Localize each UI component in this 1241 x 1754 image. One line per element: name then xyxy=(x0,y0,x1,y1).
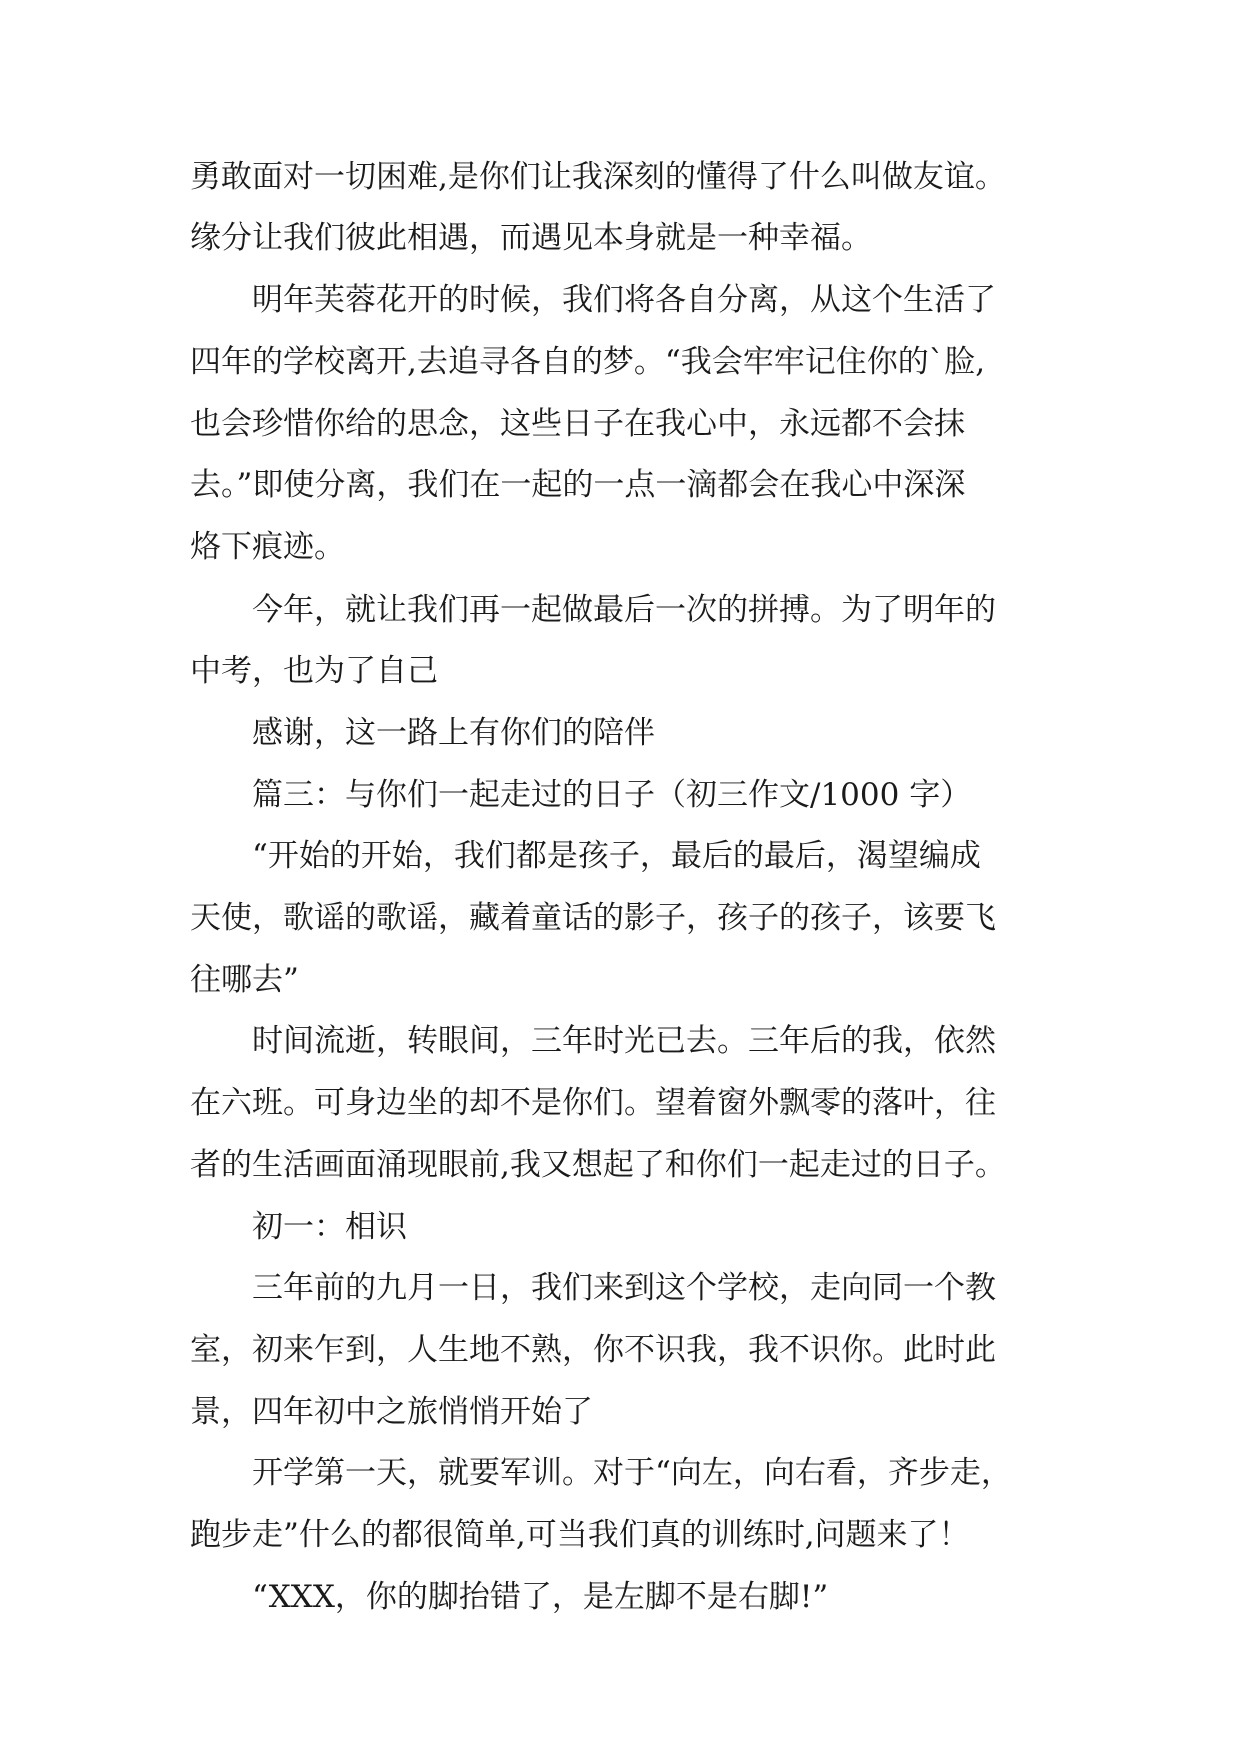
text-line: 缘分让我们彼此相遇，而遇见本身就是一种幸福。 xyxy=(190,220,872,256)
text-line: 中考，也为了自己 xyxy=(190,653,438,689)
text-line: “开始的开始，我们都是孩子，最后的最后，渴望编成 xyxy=(252,838,981,874)
text-line: 烙下痕迹。 xyxy=(190,529,345,565)
text-line: 三年前的九月一日，我们来到这个学校，走向同一个教 xyxy=(252,1270,996,1306)
text-line: 勇敢面对一切困难,是你们让我深刻的懂得了什么叫做友谊。 xyxy=(190,159,1006,195)
section-heading: 篇三：与你们一起走过的日子（初三作文/1000 字） xyxy=(252,777,972,813)
text-line: 室，初来乍到，人生地不熟，你不识我，我不识你。此时此 xyxy=(190,1332,996,1368)
text-line: “XXX，你的脚抬错了，是左脚不是右脚!” xyxy=(252,1579,829,1615)
text-line: 天使，歌谣的歌谣，藏着童话的影子，孩子的孩子，该要飞 xyxy=(190,900,996,936)
text-line: 跑步走”什么的都很简单,可当我们真的训练时,问题来了！ xyxy=(190,1517,970,1553)
text-line: 去。”即使分离，我们在一起的一点一滴都会在我心中深深 xyxy=(190,467,966,503)
text-line: 今年，就让我们再一起做最后一次的拼搏。为了明年的 xyxy=(252,592,996,628)
subsection-heading: 初一：相识 xyxy=(252,1209,407,1245)
text-line: 四年的学校离开,去追寻各自的梦。“我会牢牢记住你的`脸, xyxy=(190,344,986,380)
text-line: 明年芙蓉花开的时候，我们将各自分离，从这个生活了 xyxy=(252,282,996,318)
text-line: 在六班。可身边坐的却不是你们。望着窗外飘零的落叶，往 xyxy=(190,1085,996,1121)
text-line: 时间流逝，转眼间，三年时光已去。三年后的我，依然 xyxy=(252,1023,996,1059)
text-line: 感谢，这一路上有你们的陪伴 xyxy=(252,715,655,751)
text-line: 也会珍惜你给的思念，这些日子在我心中，永远都不会抹 xyxy=(190,406,965,442)
text-line: 景，四年初中之旅悄悄开始了 xyxy=(190,1394,593,1430)
text-line: 往哪去” xyxy=(190,962,299,998)
text-line: 者的生活画面涌现眼前,我又想起了和你们一起走过的日子。 xyxy=(190,1147,1006,1183)
text-line: 开学第一天，就要军训。对于“向左，向右看，齐步走， xyxy=(252,1455,1012,1491)
